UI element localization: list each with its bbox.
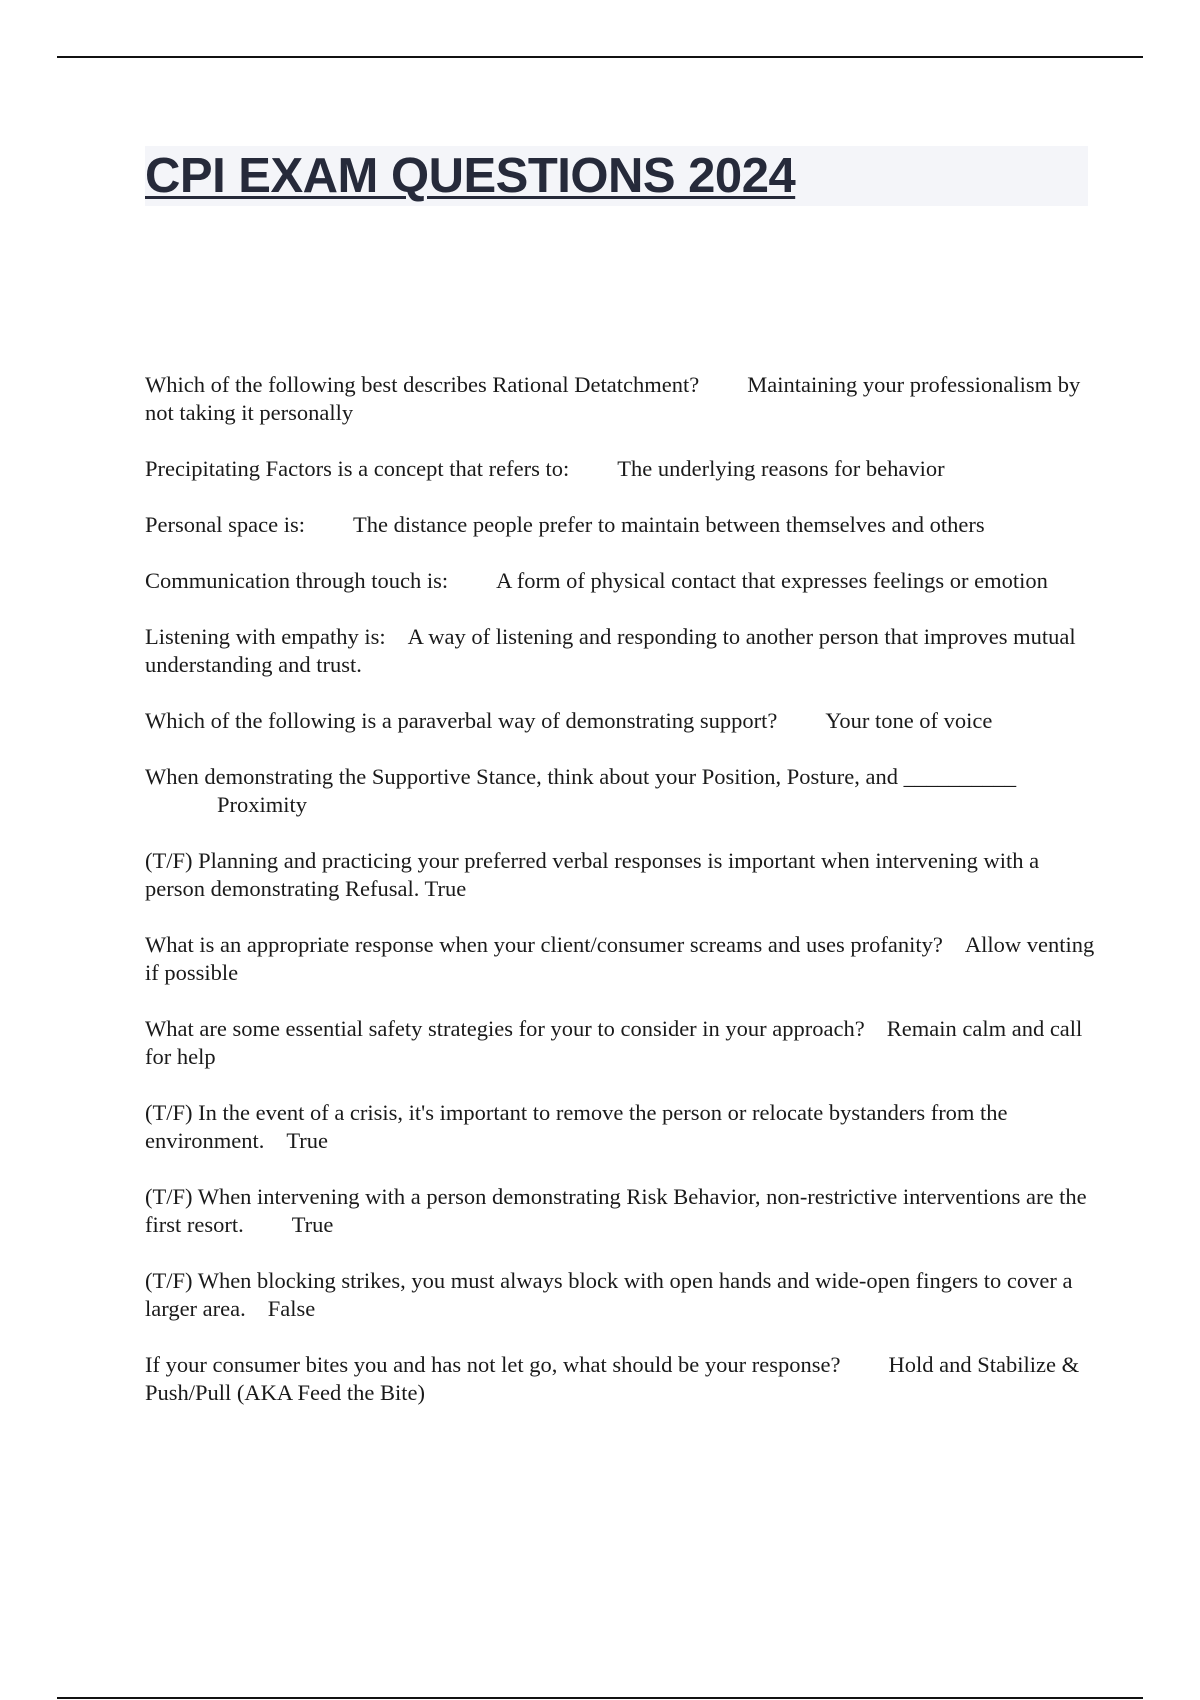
question-text: Communication through touch is: <box>145 568 449 593</box>
answer-text: True <box>291 1212 334 1237</box>
qa-list <box>145 371 1100 1435</box>
answer-text: True <box>286 1128 329 1153</box>
answer-text: True <box>424 876 467 901</box>
answer-text: Allow venting if possible <box>145 932 1095 985</box>
question-text: Personal space is: <box>145 512 305 537</box>
question-text: Precipitating Factors is a concept that refers to: <box>145 456 570 481</box>
question-text: What is an appropriate response when your client/consumer screams and uses profanity? <box>145 932 943 957</box>
question-text: (T/F) When blocking strikes, you must always block with open hands and wide-open fingers to cover a larger area. <box>145 1268 1073 1321</box>
question-text: (T/F) Planning and practicing your preferred verbal responses is important when intervening with a person demonstrating Refusal. <box>145 848 1040 901</box>
qa-item <box>145 455 1100 483</box>
document-title: CPI EXAM QUESTIONS 2024 <box>145 149 796 203</box>
bottom-rule <box>57 1697 1143 1699</box>
qa-item <box>145 847 1100 903</box>
question-text: (T/F) When intervening with a person demonstrating Risk Behavior, non-restrictive interventions are the first resort. <box>145 1184 1087 1237</box>
answer-text: A way of listening and responding to another person that improves mutual understanding and trust. <box>145 624 1076 677</box>
qa-item <box>145 763 1100 819</box>
qa-item <box>145 1099 1100 1155</box>
qa-item <box>145 1015 1100 1071</box>
qa-item <box>145 1267 1100 1323</box>
answer-text: Remain calm and call for help <box>145 1016 1083 1069</box>
answer-text: Your tone of voice <box>825 708 993 733</box>
qa-item <box>145 1351 1100 1407</box>
question-text: Listening with empathy is: <box>145 624 386 649</box>
question-text: When demonstrating the Supportive Stance, think about your Position, Posture, and __________ <box>145 764 1017 789</box>
top-rule <box>57 56 1143 58</box>
qa-item <box>145 931 1100 987</box>
question-text: If your consumer bites you and has not let go, what should be your response? <box>145 1352 841 1377</box>
answer-text: A form of physical contact that expresses feelings or emotion <box>496 568 1048 593</box>
question-text: (T/F) In the event of a crisis, it's important to remove the person or relocate bystanders from the environment. <box>145 1100 1008 1153</box>
qa-item <box>145 623 1100 679</box>
qa-item <box>145 1183 1100 1239</box>
question-text: What are some essential safety strategies for your to consider in your approach? <box>145 1016 865 1041</box>
question-text: Which of the following best describes Rational Detatchment? <box>145 372 700 397</box>
answer-text: Proximity <box>217 792 308 817</box>
answer-text: Maintaining your professionalism by not taking it personally <box>145 372 1081 425</box>
qa-item <box>145 371 1100 427</box>
answer-text: The distance people prefer to maintain between themselves and others <box>352 512 985 537</box>
qa-item <box>145 567 1100 595</box>
answer-text: The underlying reasons for behavior <box>617 456 945 481</box>
answer-text: False <box>267 1296 316 1321</box>
answer-text: Hold and Stabilize & Push/Pull (AKA Feed the Bite) <box>145 1352 1080 1405</box>
question-text: Which of the following is a paraverbal way of demonstrating support? <box>145 708 778 733</box>
qa-item <box>145 707 1100 735</box>
qa-item <box>145 511 1100 539</box>
